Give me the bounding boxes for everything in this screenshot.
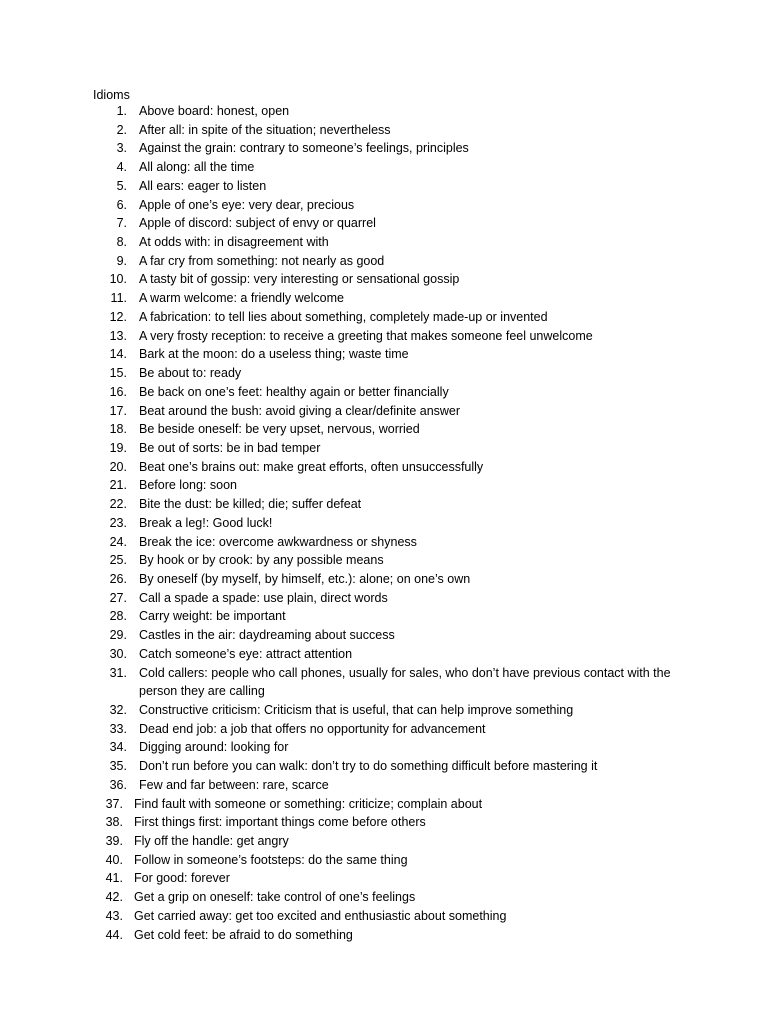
idiom-item xyxy=(0,533,768,552)
idiom-text: By hook or by crook: by any possible means xyxy=(139,553,384,568)
idiom-item xyxy=(0,214,768,233)
idiom-item xyxy=(0,589,768,608)
idiom-number: 34. xyxy=(109,740,127,755)
idiom-number: 7. xyxy=(116,216,127,231)
idiom-number: 5. xyxy=(116,178,127,193)
idiom-number: 11. xyxy=(110,291,127,306)
idiom-item xyxy=(0,345,768,364)
idiom-text: First things first: important things come before others xyxy=(134,815,426,830)
idiom-text: Bite the dust: be killed; die; suffer defeat xyxy=(139,497,362,512)
idiom-number: 6. xyxy=(116,197,127,212)
document-title: Idioms xyxy=(93,88,130,102)
idiom-item xyxy=(0,888,768,907)
idiom-item xyxy=(0,308,768,327)
idiom-number: 22. xyxy=(109,497,127,512)
idiom-item xyxy=(0,383,768,402)
idiom-number: 4. xyxy=(116,160,127,175)
idiom-text: Break the ice: overcome awkwardness or shyness xyxy=(139,534,417,549)
idiom-item xyxy=(0,664,768,701)
idiom-number: 37. xyxy=(105,796,123,811)
idiom-item xyxy=(0,551,768,570)
idiom-item xyxy=(0,495,768,514)
idiom-number: 15. xyxy=(109,366,127,381)
idiom-text: Find fault with someone or something: criticize; complain about xyxy=(134,796,483,811)
idiom-item xyxy=(0,177,768,196)
idiom-number: 2. xyxy=(116,122,127,137)
idiom-item xyxy=(0,869,768,888)
idiom-item xyxy=(0,813,768,832)
idiom-text: Few and far between: rare, scarce xyxy=(139,777,329,792)
idiom-text: All along: all the time xyxy=(139,160,255,175)
idiom-text: Against the grain: contrary to someone’s feelings, principles xyxy=(139,141,469,156)
idiom-number: 25. xyxy=(109,553,127,568)
idiom-text: Above board: honest, open xyxy=(139,104,290,118)
idiom-item xyxy=(0,121,768,140)
idiom-item xyxy=(0,364,768,383)
idiom-text: A very frosty reception: to receive a greeting that makes someone feel unwelcome xyxy=(139,328,593,343)
idiom-number: 38. xyxy=(105,815,123,830)
idiom-text: All ears: eager to listen xyxy=(139,178,267,193)
idiom-number: 31. xyxy=(109,665,127,680)
idiom-text: A far cry from something: not nearly as good xyxy=(139,253,385,268)
idiom-text: Break a leg!: Good luck! xyxy=(139,515,273,530)
idiom-number: 30. xyxy=(109,646,127,661)
idiom-text: Castles in the air: daydreaming about success xyxy=(139,628,395,643)
idiom-text: Beat around the bush: avoid giving a clear/definite answer xyxy=(139,403,461,418)
idiom-number: 17. xyxy=(109,403,127,418)
idiom-number: 32. xyxy=(109,703,127,717)
idiom-item xyxy=(0,607,768,626)
idiom-item xyxy=(0,851,768,870)
idiom-number: 40. xyxy=(105,852,123,867)
idiom-text: Apple of discord: subject of envy or quarrel xyxy=(139,216,376,231)
idiom-text: Follow in someone’s footsteps: do the same thing xyxy=(134,852,408,867)
idiom-number: 27. xyxy=(109,590,127,605)
idiom-text: Before long: soon xyxy=(139,478,237,493)
idiom-item xyxy=(0,476,768,495)
idiom-number: 12. xyxy=(109,309,127,324)
idiom-text: Catch someone’s eye: attract attention xyxy=(139,646,353,661)
idiom-item xyxy=(0,757,768,776)
idiom-text: Call a spade a spade: use plain, direct words xyxy=(139,590,388,605)
idiom-item xyxy=(0,439,768,458)
idiom-text: Be beside oneself: be very upset, nervous, worried xyxy=(139,422,420,437)
idiom-text: Beat one’s brains out: make great efforts, often unsuccessfully xyxy=(139,459,484,474)
idiom-number: 14. xyxy=(109,347,127,362)
idiom-text: Get carried away: get too excited and enthusiastic about something xyxy=(134,908,507,923)
idiom-item xyxy=(0,289,768,308)
idiom-number: 41. xyxy=(105,871,123,886)
idiom-text: Apple of one’s eye: very dear, precious xyxy=(139,197,355,212)
idiom-text: A warm welcome: a friendly welcome xyxy=(139,291,344,306)
idiom-item xyxy=(0,832,768,851)
idiom-number: 8. xyxy=(116,235,127,250)
idiom-number: 35. xyxy=(109,759,127,774)
idiom-item xyxy=(0,270,768,289)
idiom-text: Don’t run before you can walk: don’t try to do something difficult before mastering it xyxy=(139,759,598,774)
idiom-text: After all: in spite of the situation; nevertheless xyxy=(139,122,391,137)
idiom-text: By oneself (by myself, by himself, etc.): alone; on one’s own xyxy=(139,571,471,586)
idiom-item xyxy=(0,514,768,533)
idiom-text: Be out of sorts: be in bad temper xyxy=(139,440,321,455)
idiom-text: For good: forever xyxy=(134,871,230,886)
idiom-item xyxy=(0,252,768,271)
idiom-number: 36. xyxy=(109,777,127,792)
idiom-text: Digging around: looking for xyxy=(139,740,289,755)
idiom-text: Be back on one’s feet: healthy again or better financially xyxy=(139,384,449,399)
idiom-number: 43. xyxy=(105,908,123,923)
idiom-number: 44. xyxy=(105,927,123,942)
idiom-text: Carry weight: be important xyxy=(139,609,286,624)
idiom-item xyxy=(0,645,768,664)
idiom-item xyxy=(0,907,768,926)
idiom-text: Get cold feet: be afraid to do something xyxy=(134,927,353,942)
idiom-number: 24. xyxy=(109,534,127,549)
idiom-text: Dead end job: a job that offers no opportunity for advancement xyxy=(139,721,486,736)
idiom-number: 33. xyxy=(109,721,127,736)
idiom-item xyxy=(0,158,768,177)
idiom-number: 1. xyxy=(116,104,127,118)
idiom-item xyxy=(0,626,768,645)
idiom-number: 39. xyxy=(105,834,123,849)
idiom-list xyxy=(0,102,768,944)
idiom-number: 29. xyxy=(109,628,127,643)
idiom-number: 20. xyxy=(109,459,127,474)
idiom-item xyxy=(0,196,768,215)
idiom-number: 21. xyxy=(109,478,127,493)
idiom-number: 9. xyxy=(116,253,127,268)
idiom-number: 26. xyxy=(109,571,127,586)
idiom-item xyxy=(0,139,768,158)
idiom-item xyxy=(0,926,768,945)
idiom-number: 13. xyxy=(109,328,127,343)
idiom-number: 3. xyxy=(116,141,127,156)
idiom-number: 19. xyxy=(109,440,127,455)
idiom-text: At odds with: in disagreement with xyxy=(139,235,329,250)
idiom-text: A fabrication: to tell lies about something, completely made-up or invented xyxy=(139,309,548,324)
idiom-item xyxy=(0,327,768,346)
idiom-item xyxy=(0,720,768,739)
idiom-text: Constructive criticism: Criticism that is useful, that can help improve something xyxy=(139,703,574,717)
idiom-item xyxy=(0,458,768,477)
idiom-number: 23. xyxy=(109,515,127,530)
idiom-item xyxy=(0,795,768,814)
idiom-number: 42. xyxy=(105,890,123,905)
idiom-item xyxy=(0,701,768,720)
idiom-number: 28. xyxy=(109,609,127,624)
idiom-number: 10. xyxy=(109,272,127,287)
idiom-item xyxy=(0,420,768,439)
idiom-item xyxy=(0,570,768,589)
idiom-item xyxy=(0,233,768,252)
idiom-item xyxy=(0,402,768,421)
idiom-text: Fly off the handle: get angry xyxy=(134,834,289,849)
idiom-item xyxy=(0,776,768,795)
idiom-number: 18. xyxy=(109,422,127,437)
idiom-item xyxy=(0,738,768,757)
idiom-number: 16. xyxy=(109,384,127,399)
idiom-text: Be about to: ready xyxy=(139,366,242,381)
idiom-text: A tasty bit of gossip: very interesting or sensational gossip xyxy=(139,272,460,287)
idiom-text: Bark at the moon: do a useless thing; waste time xyxy=(139,347,409,362)
idiom-text: Cold callers: people who call phones, usually for sales, who don’t have previous contact with the person they are calling xyxy=(139,665,671,699)
idiom-item xyxy=(0,102,768,121)
idiom-text: Get a grip on oneself: take control of one’s feelings xyxy=(134,890,416,905)
